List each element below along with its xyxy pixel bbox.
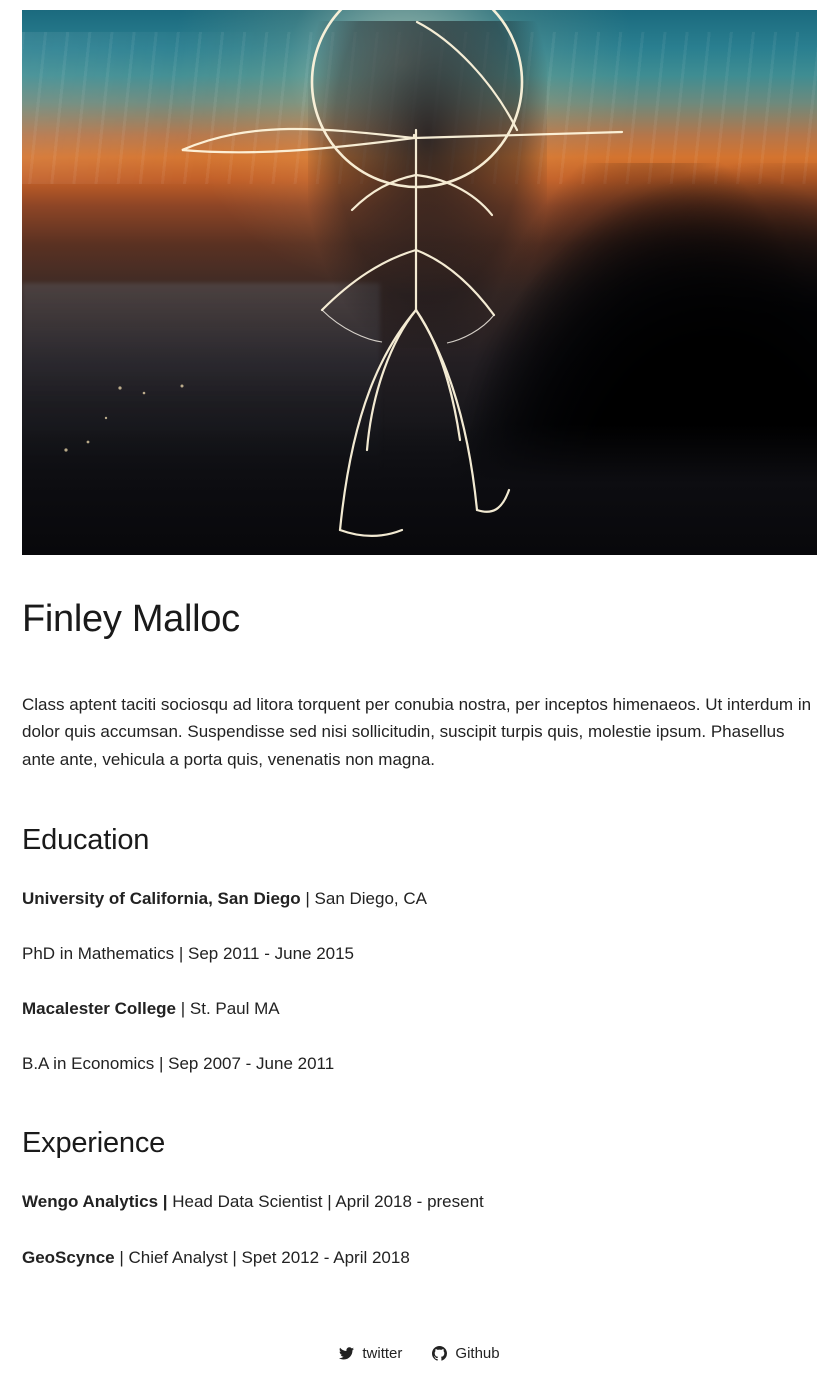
experience-company: GeoScynce bbox=[22, 1247, 115, 1267]
resume-content bbox=[0, 597, 839, 1396]
footer-social-links bbox=[22, 1345, 817, 1396]
social-link-twitter[interactable] bbox=[339, 1345, 402, 1362]
hero-foreground bbox=[22, 424, 817, 555]
experience-detail: | Chief Analyst | Spet 2012 - April 2018 bbox=[114, 1247, 410, 1267]
hero-image bbox=[22, 10, 817, 555]
experience-detail: Head Data Scientist | April 2018 - present bbox=[167, 1192, 484, 1212]
intro-paragraph: Class aptent taciti sociosqu ad litora torquent per conubia nostra, per inceptos himenaeos. Ut interdum in dolor quis accumsan. Suspendisse sed nisi sollicitudin, suscipit turpis quis, molestie ipsum. Phasellus ante ante, vehicula a porta quis, venenatis non magna. bbox=[22, 694, 812, 769]
twitter-icon bbox=[339, 1347, 354, 1360]
education-institution: Macalester College bbox=[22, 999, 177, 1019]
education-entry bbox=[22, 1050, 817, 1077]
social-link-github[interactable] bbox=[432, 1345, 499, 1362]
education-detail: B.A in Economics | Sep 2007 - June 2011 bbox=[22, 1054, 335, 1074]
education-entry bbox=[22, 995, 817, 1022]
experience-entry bbox=[22, 1188, 817, 1215]
resume-page bbox=[0, 10, 839, 1396]
page-title: Finley Malloc bbox=[22, 598, 240, 640]
education-heading: Education bbox=[22, 823, 150, 856]
github-icon bbox=[432, 1346, 447, 1361]
education-detail: | San Diego, CA bbox=[300, 888, 427, 908]
education-entry bbox=[22, 940, 817, 967]
experience-company: Wengo Analytics | bbox=[22, 1192, 168, 1212]
social-link-label: Github bbox=[455, 1344, 500, 1362]
education-entry bbox=[22, 885, 817, 912]
experience-heading: Experience bbox=[22, 1127, 166, 1160]
education-detail: | St. Paul MA bbox=[176, 999, 280, 1019]
hero-figure-silhouette bbox=[308, 21, 547, 348]
social-link-label: twitter bbox=[362, 1344, 403, 1362]
education-detail: PhD in Mathematics | Sep 2011 - June 2015 bbox=[22, 943, 355, 963]
experience-entry bbox=[22, 1244, 817, 1271]
education-institution: University of California, San Diego bbox=[22, 888, 301, 908]
